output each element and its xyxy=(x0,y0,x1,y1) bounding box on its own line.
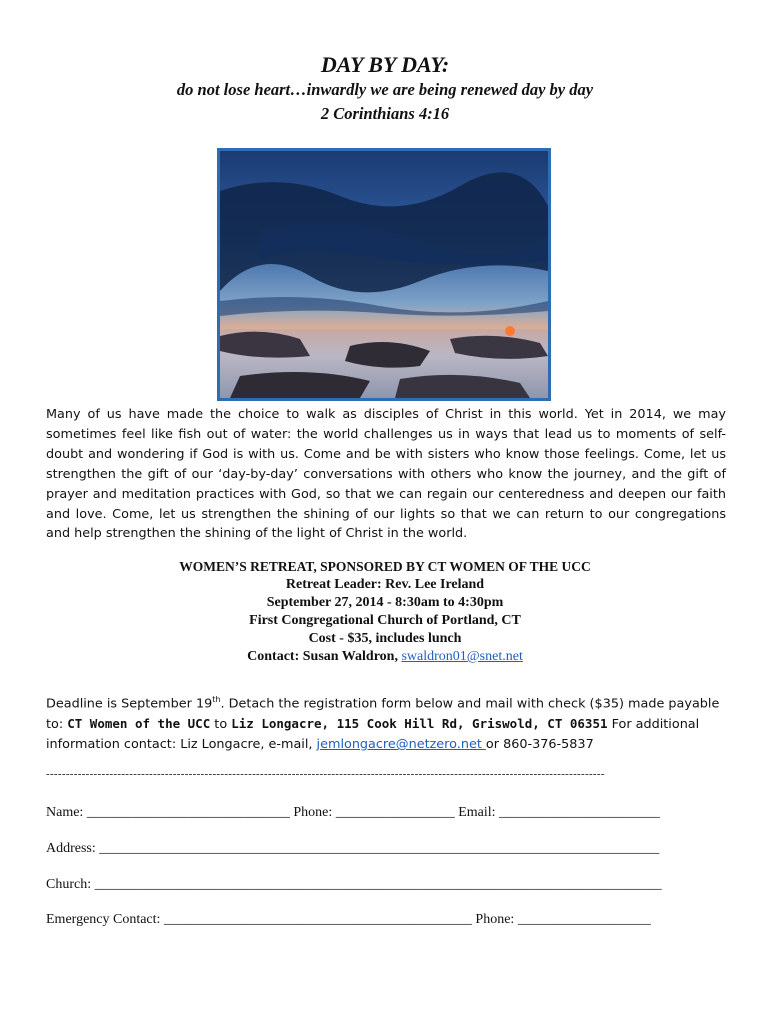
scripture-reference: 2 Corinthians 4:16 xyxy=(320,104,450,123)
deadline-text: Deadline is September 19 xyxy=(46,696,213,712)
page-title: DAY BY DAY: xyxy=(320,52,450,77)
phone-text: or 860-376-5837 xyxy=(485,737,594,753)
payee-name: CT Women of the UCC xyxy=(67,716,211,732)
contact-email-link[interactable]: swaldron01@snet.net xyxy=(401,649,523,664)
seascape-sunset-photo-art xyxy=(220,151,548,398)
event-cost: Cost - $35, includes lunch xyxy=(308,631,462,646)
detach-instructions: . Detach the registration form below and mail with check ($35) made payable to: xyxy=(46,696,720,733)
event-details xyxy=(0,558,770,666)
event-date: September 27, 2014 - 8:30am to 4:30pm xyxy=(266,595,504,610)
form-name-phone-email-line: Name: _____________________________ Phone: _________________ Email: _______________________ xyxy=(46,805,661,820)
retreat-leader: Retreat Leader: Rev. Lee Ireland xyxy=(285,577,485,592)
form-address-line: Address: ________________________________________________________________________________ xyxy=(46,841,660,856)
seascape-sunset-photo xyxy=(217,148,551,401)
to-text: to xyxy=(210,717,232,733)
event-contact xyxy=(0,648,770,666)
deadline-paragraph xyxy=(46,690,726,755)
detach-line: --------------------------------------------------------------------------------------------------------------------------------------------- xyxy=(46,768,605,780)
mailing-address: Liz Longacre, 115 Cook Hill Rd, Griswold, CT 06351 xyxy=(231,716,608,732)
event-heading: WOMEN’S RETREAT, SPONSORED BY CT WOMEN OF THE UCC xyxy=(179,559,591,574)
form-church-line: Church: _________________________________________________________________________________ xyxy=(46,877,662,892)
form-emergency-contact-line: Emergency Contact: ____________________________________________ Phone: ___________________ xyxy=(46,912,651,927)
scripture-quote: do not lose heart…inwardly we are being renewed day by day xyxy=(176,80,594,99)
additional-info-text: For additional information contact: Liz Longacre, e-mail, xyxy=(46,717,700,753)
deadline-superscript: th xyxy=(212,695,221,704)
intro-paragraph: Many of us have made the choice to walk as disciples of Christ in this world. Yet in 2014, we may sometimes feel like fish out of water: the world challenges us in ways that lead us to moments of self-doubt and wondering if God is with us. Come and be with sisters who know those feelings. Come, let us strengthen the gift of our ‘day-by-day’ conversations with others who know the journey, and the gift of prayer and meditation practices with God, so that we can regain our centeredness and deepen our faith and love. Come, let us strengthen the shining of our lights so that we can return to our congregations and help strengthen the shining of the light of Christ in the world. xyxy=(46,407,726,542)
info-email-link[interactable]: jemlongacre@netzero.net xyxy=(316,737,486,753)
contact-label: Contact: Susan Waldron, xyxy=(247,649,402,664)
event-location: First Congregational Church of Portland, CT xyxy=(249,613,521,628)
